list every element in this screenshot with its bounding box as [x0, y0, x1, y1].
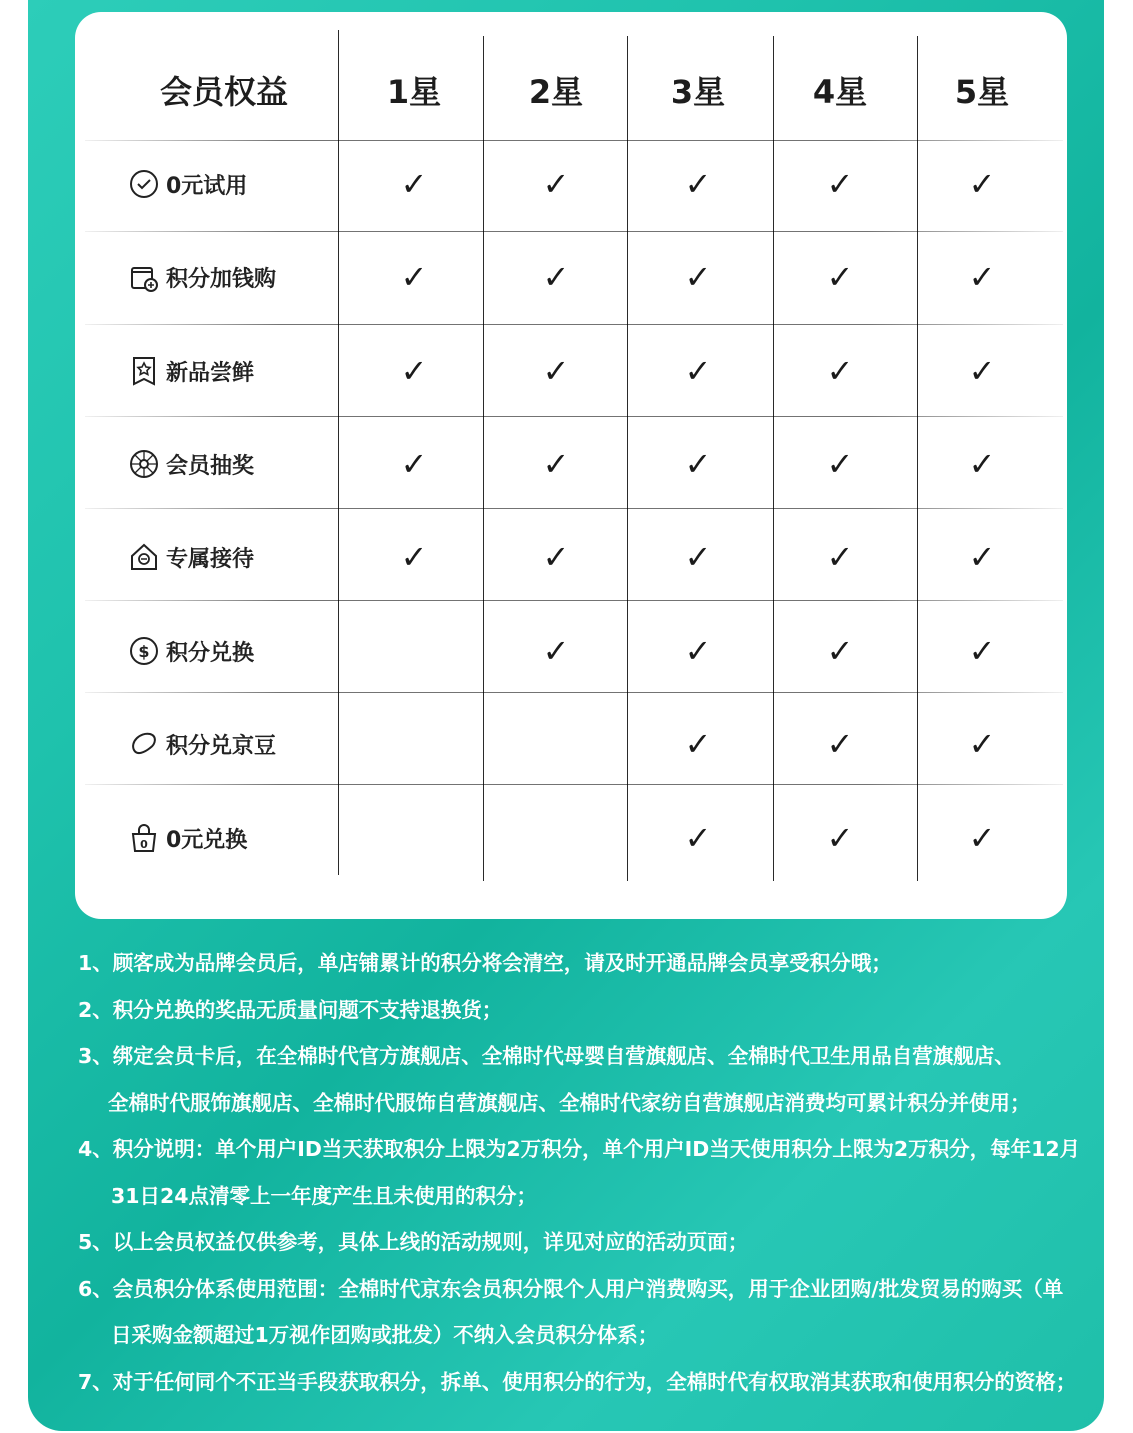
benefit-row-6	[128, 629, 254, 673]
column-divider	[483, 36, 484, 881]
bean-icon	[128, 728, 160, 760]
checkmark: ✓	[968, 725, 996, 763]
benefit-row-7	[128, 722, 276, 766]
checkmark: ✓	[826, 258, 854, 296]
header-benefit-col: 会员权益	[159, 73, 288, 111]
checkmark: ✓	[400, 258, 428, 296]
note-text: 4、积分说明：单个用户ID当天获取积分上限为2万积分，单个用户ID当天使用积分上限为2万积分，每年12月	[78, 1137, 1081, 1161]
notes-list	[78, 940, 1098, 1405]
checkmark: ✓	[684, 819, 712, 857]
benefit-row-1	[128, 162, 247, 206]
checkmark: ✓	[684, 445, 712, 483]
checkmark: ✓	[968, 352, 996, 390]
checkmark: ✓	[542, 258, 570, 296]
column-divider	[773, 36, 774, 881]
home-chat-icon	[128, 541, 160, 573]
column-divider	[917, 36, 918, 881]
note-text: 3、绑定会员卡后，在全棉时代官方旗舰店、全棉时代母婴自营旗舰店、全棉时代卫生用品自营旗舰店、	[78, 1044, 1015, 1068]
checkmark: ✓	[968, 165, 996, 203]
checkmark: ✓	[542, 632, 570, 670]
row-divider	[85, 416, 1063, 417]
checkmark: ✓	[826, 632, 854, 670]
header-level-4: 4星	[812, 73, 868, 111]
checkmark: ✓	[400, 165, 428, 203]
row-divider	[85, 508, 1063, 509]
row-divider	[85, 600, 1063, 601]
checkmark: ✓	[826, 538, 854, 576]
checkmark: ✓	[400, 352, 428, 390]
header-level-3: 3星	[670, 73, 726, 111]
benefit-label: 积分兑换	[166, 640, 255, 666]
checkmark: ✓	[542, 352, 570, 390]
note-item-1	[78, 940, 1098, 987]
note-text: 5、以上会员权益仅供参考，具体上线的活动规则，详见对应的活动页面；	[78, 1230, 749, 1254]
checkmark: ✓	[968, 819, 996, 857]
checkmark: ✓	[684, 632, 712, 670]
checkmark: ✓	[826, 725, 854, 763]
benefit-row-5	[128, 535, 254, 579]
benefit-label: 0元试用	[166, 173, 248, 199]
note-item-4	[78, 1126, 1098, 1219]
note-item-3	[78, 1033, 1098, 1126]
row-divider	[85, 784, 1063, 785]
note-item-5	[78, 1219, 1098, 1266]
column-divider	[338, 30, 339, 875]
checkmark: ✓	[684, 258, 712, 296]
checkmark: ✓	[826, 352, 854, 390]
checkmark: ✓	[542, 538, 570, 576]
row-divider	[85, 692, 1063, 693]
checkmark: ✓	[684, 352, 712, 390]
checkmark: ✓	[968, 445, 996, 483]
benefit-label: 会员抽奖	[166, 453, 255, 479]
note-text: 7、对于任何同个不正当手段获取积分，拆单、使用积分的行为，全棉时代有权取消其获取和使用积分的资格；	[78, 1369, 1077, 1394]
benefit-row-3	[128, 349, 254, 393]
checkmark: ✓	[968, 258, 996, 296]
benefit-label: 积分加钱购	[166, 266, 277, 292]
benefit-row-8	[128, 816, 247, 860]
row-divider	[85, 231, 1063, 232]
note-text: 6、会员积分体系使用范围：全棉时代京东会员积分限个人用户消费购买，用于企业团购/批发贸易的购买（单	[78, 1276, 1064, 1301]
star-ribbon-icon	[128, 355, 160, 387]
benefit-label: 积分兑京豆	[166, 733, 277, 759]
checkmark: ✓	[968, 538, 996, 576]
svg-text:0: 0	[140, 838, 148, 851]
note-continuation: 31日24点清零上一年度产生且未使用的积分；	[111, 1183, 538, 1208]
checkmark: ✓	[826, 445, 854, 483]
checkmark: ✓	[684, 725, 712, 763]
row-divider	[85, 324, 1063, 325]
benefit-label: 新品尝鲜	[166, 360, 255, 386]
header-level-2: 2星	[528, 73, 584, 111]
svg-text:$: $	[138, 642, 150, 661]
column-divider	[627, 36, 628, 881]
checkmark: ✓	[400, 445, 428, 483]
checkmark: ✓	[542, 445, 570, 483]
checkmark: ✓	[684, 165, 712, 203]
note-text: 1、顾客成为品牌会员后，单店铺累计的积分将会清空，请及时开通品牌会员享受积分哦；	[78, 951, 892, 975]
checkmark: ✓	[968, 632, 996, 670]
shopping-bag-zero-icon	[128, 822, 160, 854]
row-divider	[85, 140, 1063, 141]
benefit-row-4	[128, 442, 254, 486]
checkmark: ✓	[400, 538, 428, 576]
benefit-label: 0元兑换	[166, 827, 248, 853]
note-item-7	[78, 1359, 1098, 1406]
wallet-coin-icon	[128, 261, 160, 293]
note-item-2	[78, 987, 1098, 1034]
header-level-5: 5星	[954, 73, 1010, 111]
note-item-6	[78, 1266, 1098, 1359]
note-continuation: 日采购金额超过1万视作团购或批发）不纳入会员积分体系；	[111, 1323, 659, 1347]
checkmark: ✓	[684, 538, 712, 576]
benefit-label: 专属接待	[166, 546, 255, 572]
header-level-1: 1星	[386, 73, 442, 111]
checkmark: ✓	[826, 819, 854, 857]
lottery-wheel-icon	[128, 448, 160, 480]
check-circle-icon	[128, 168, 160, 200]
checkmark: ✓	[826, 165, 854, 203]
benefit-row-2	[128, 255, 276, 299]
dollar-coin-icon	[128, 635, 160, 667]
checkmark: ✓	[542, 165, 570, 203]
note-continuation: 全棉时代服饰旗舰店、全棉时代服饰自营旗舰店、全棉时代家纺自营旗舰店消费均可累计积分并使用；	[108, 1090, 1031, 1115]
note-text: 2、积分兑换的奖品无质量问题不支持退换货；	[78, 997, 503, 1022]
